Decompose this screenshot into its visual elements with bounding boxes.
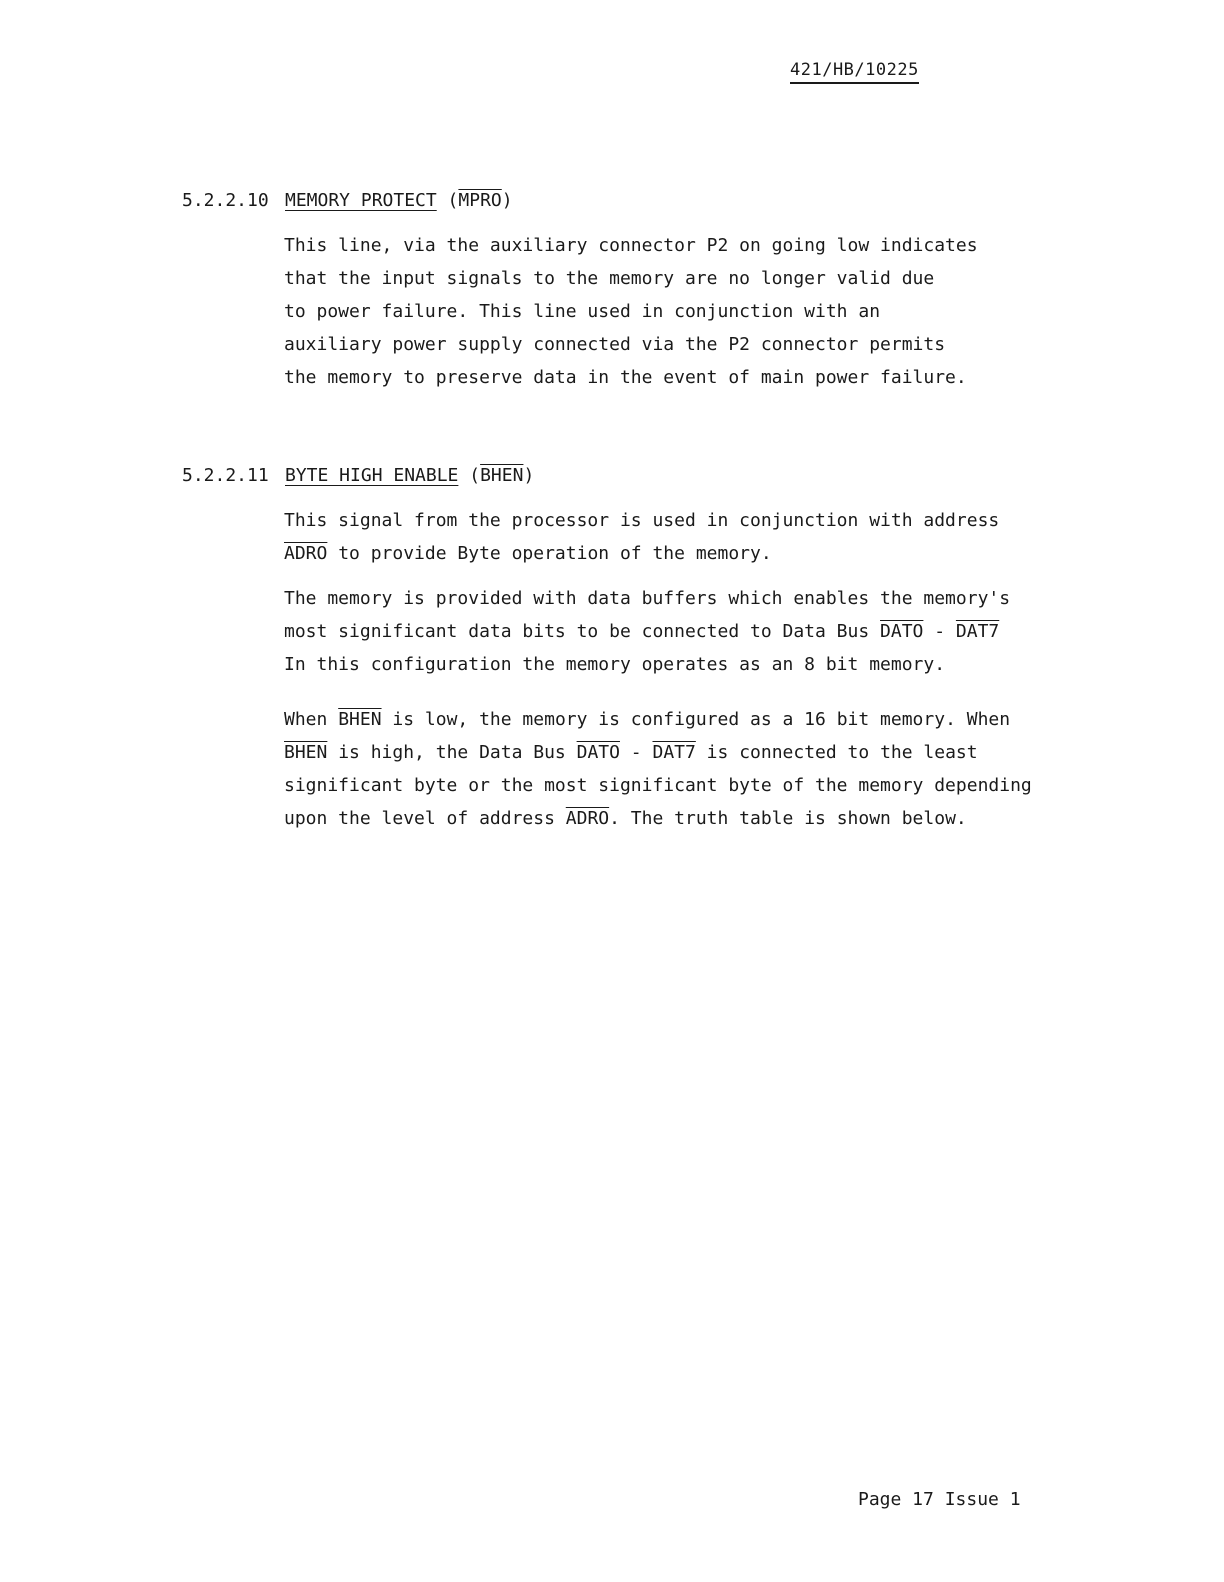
signal-name: DATO	[576, 742, 620, 763]
text-line: This signal from the processor is used in conjunction with address	[284, 510, 1000, 531]
text-line: the memory to preserve data in the event of main power failure.	[284, 367, 967, 388]
text-line: to power failure. This line used in conjunction with an	[284, 301, 881, 322]
signal-name: MPRO	[458, 190, 502, 211]
text-line	[284, 703, 1032, 736]
text-fragment: upon the level of address	[284, 808, 566, 829]
text-line	[284, 537, 999, 570]
text-fragment: -	[619, 742, 653, 763]
paragraph-data-buffers	[284, 582, 1010, 681]
section-heading-memory-protect: 5.2.2.10 MEMORY PROTECT (MPRO)	[182, 190, 513, 211]
signal-name: ADRO	[565, 808, 610, 829]
text-fragment: is connected to the least	[695, 742, 978, 763]
paragraph-memory-protect	[284, 229, 978, 394]
section-number: 5.2.2.10	[182, 190, 269, 211]
text-fragment: . The truth table is shown below.	[609, 808, 967, 829]
text-fragment: When	[284, 709, 339, 730]
signal-name: BHEN	[284, 742, 328, 763]
signal-name: BHEN	[338, 709, 382, 730]
text-fragment: is high, the Data Bus	[327, 742, 577, 763]
paragraph-bhen-levels	[284, 703, 1032, 835]
text-line: This line, via the auxiliary connector P2 on going low indicates	[284, 235, 978, 256]
text-line: auxiliary power supply connected via the P2 connector permits	[284, 334, 946, 355]
text-line	[284, 615, 1010, 648]
text-fragment: most significant data bits to be connected to Data Bus	[284, 621, 881, 642]
section-heading-byte-high-enable: 5.2.2.11 BYTE HIGH ENABLE (BHEN)	[182, 465, 535, 486]
text-line	[284, 802, 1032, 835]
signal-name: ADRO	[284, 543, 328, 564]
text-line: that the input signals to the memory are no longer valid due	[284, 268, 935, 289]
text-line	[284, 736, 1032, 769]
text-fragment: -	[923, 621, 956, 642]
text-line: The memory is provided with data buffers which enables the memory's	[284, 588, 1011, 609]
paragraph-bhen-signal	[284, 504, 999, 570]
signal-name: BHEN	[480, 465, 524, 486]
signal-name: DAT7	[652, 742, 696, 763]
signal-name: DAT7	[955, 621, 1000, 642]
signal-name: DATO	[880, 621, 924, 642]
page-footer: Page 17 Issue 1	[858, 1489, 1021, 1510]
text-fragment: is low, the memory is configured as a 16 bit memory. When	[381, 709, 1011, 730]
section-title: MEMORY PROTECT	[285, 190, 437, 211]
text-line: significant byte or the most significant byte of the memory depending	[284, 775, 1032, 796]
section-title: BYTE HIGH ENABLE	[285, 465, 459, 486]
document-reference: 421/HB/10225	[790, 60, 919, 84]
section-number: 5.2.2.11	[182, 465, 269, 486]
text-fragment: to provide Byte operation of the memory.	[327, 543, 772, 564]
text-line: In this configuration the memory operates as an 8 bit memory.	[284, 654, 946, 675]
